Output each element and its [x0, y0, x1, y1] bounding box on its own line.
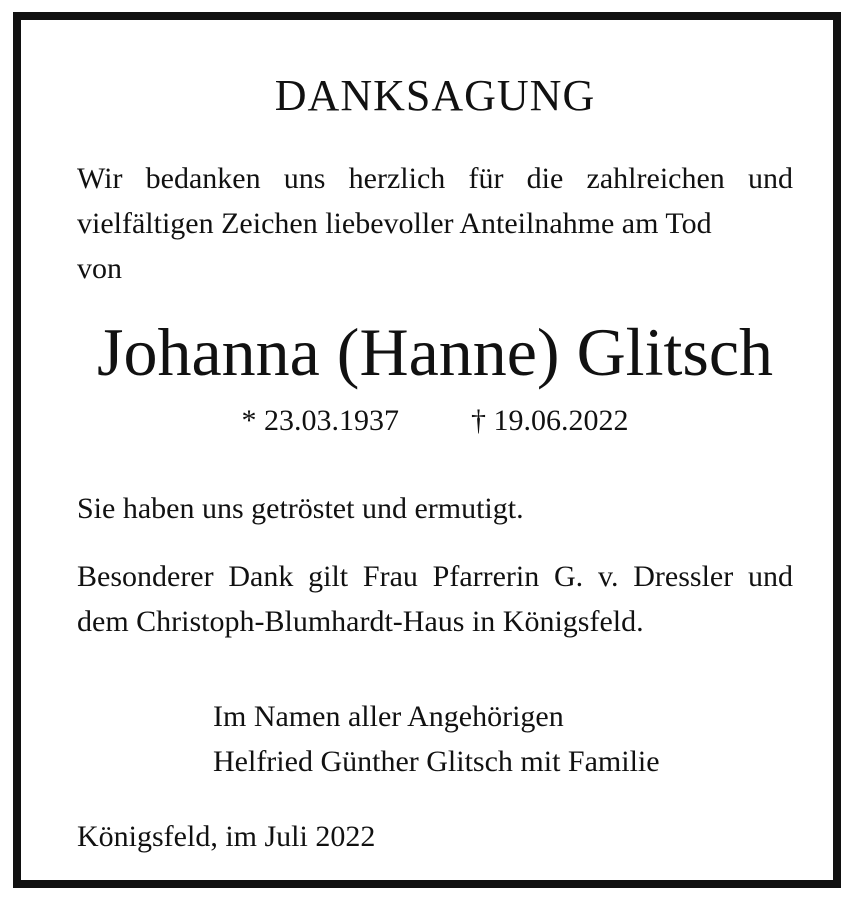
death-date: † 19.06.2022	[471, 404, 629, 437]
intro-main: Wir bedanken uns herzlich für die zahlreichen und vielfältigen Zeichen liebevoller Anteilnahme am Tod	[77, 162, 793, 240]
signature-block	[213, 694, 660, 784]
signature-line-2: Helfried Günther Glitsch mit Familie	[213, 745, 660, 778]
comfort-text: Sie haben uns getröstet und ermutigt.	[77, 492, 524, 525]
intro-last: von	[77, 252, 122, 285]
special-thanks-text: Besonderer Dank gilt Frau Pfarrerin G. v. Dressler und dem Christoph-Blumhardt-Haus in Königsfeld.	[77, 560, 793, 638]
birth-date: * 23.03.1937	[241, 404, 399, 437]
notice-frame	[13, 12, 841, 888]
life-dates	[77, 406, 793, 436]
notice-content	[77, 20, 793, 880]
signature-line-1: Im Namen aller Angehörigen	[213, 700, 564, 733]
intro-text	[77, 156, 793, 291]
notice-title: DANKSAGUNG	[274, 71, 596, 120]
place-date: Königsfeld, im Juli 2022	[77, 820, 376, 853]
deceased-name: Johanna (Hanne) Glitsch	[96, 314, 773, 390]
